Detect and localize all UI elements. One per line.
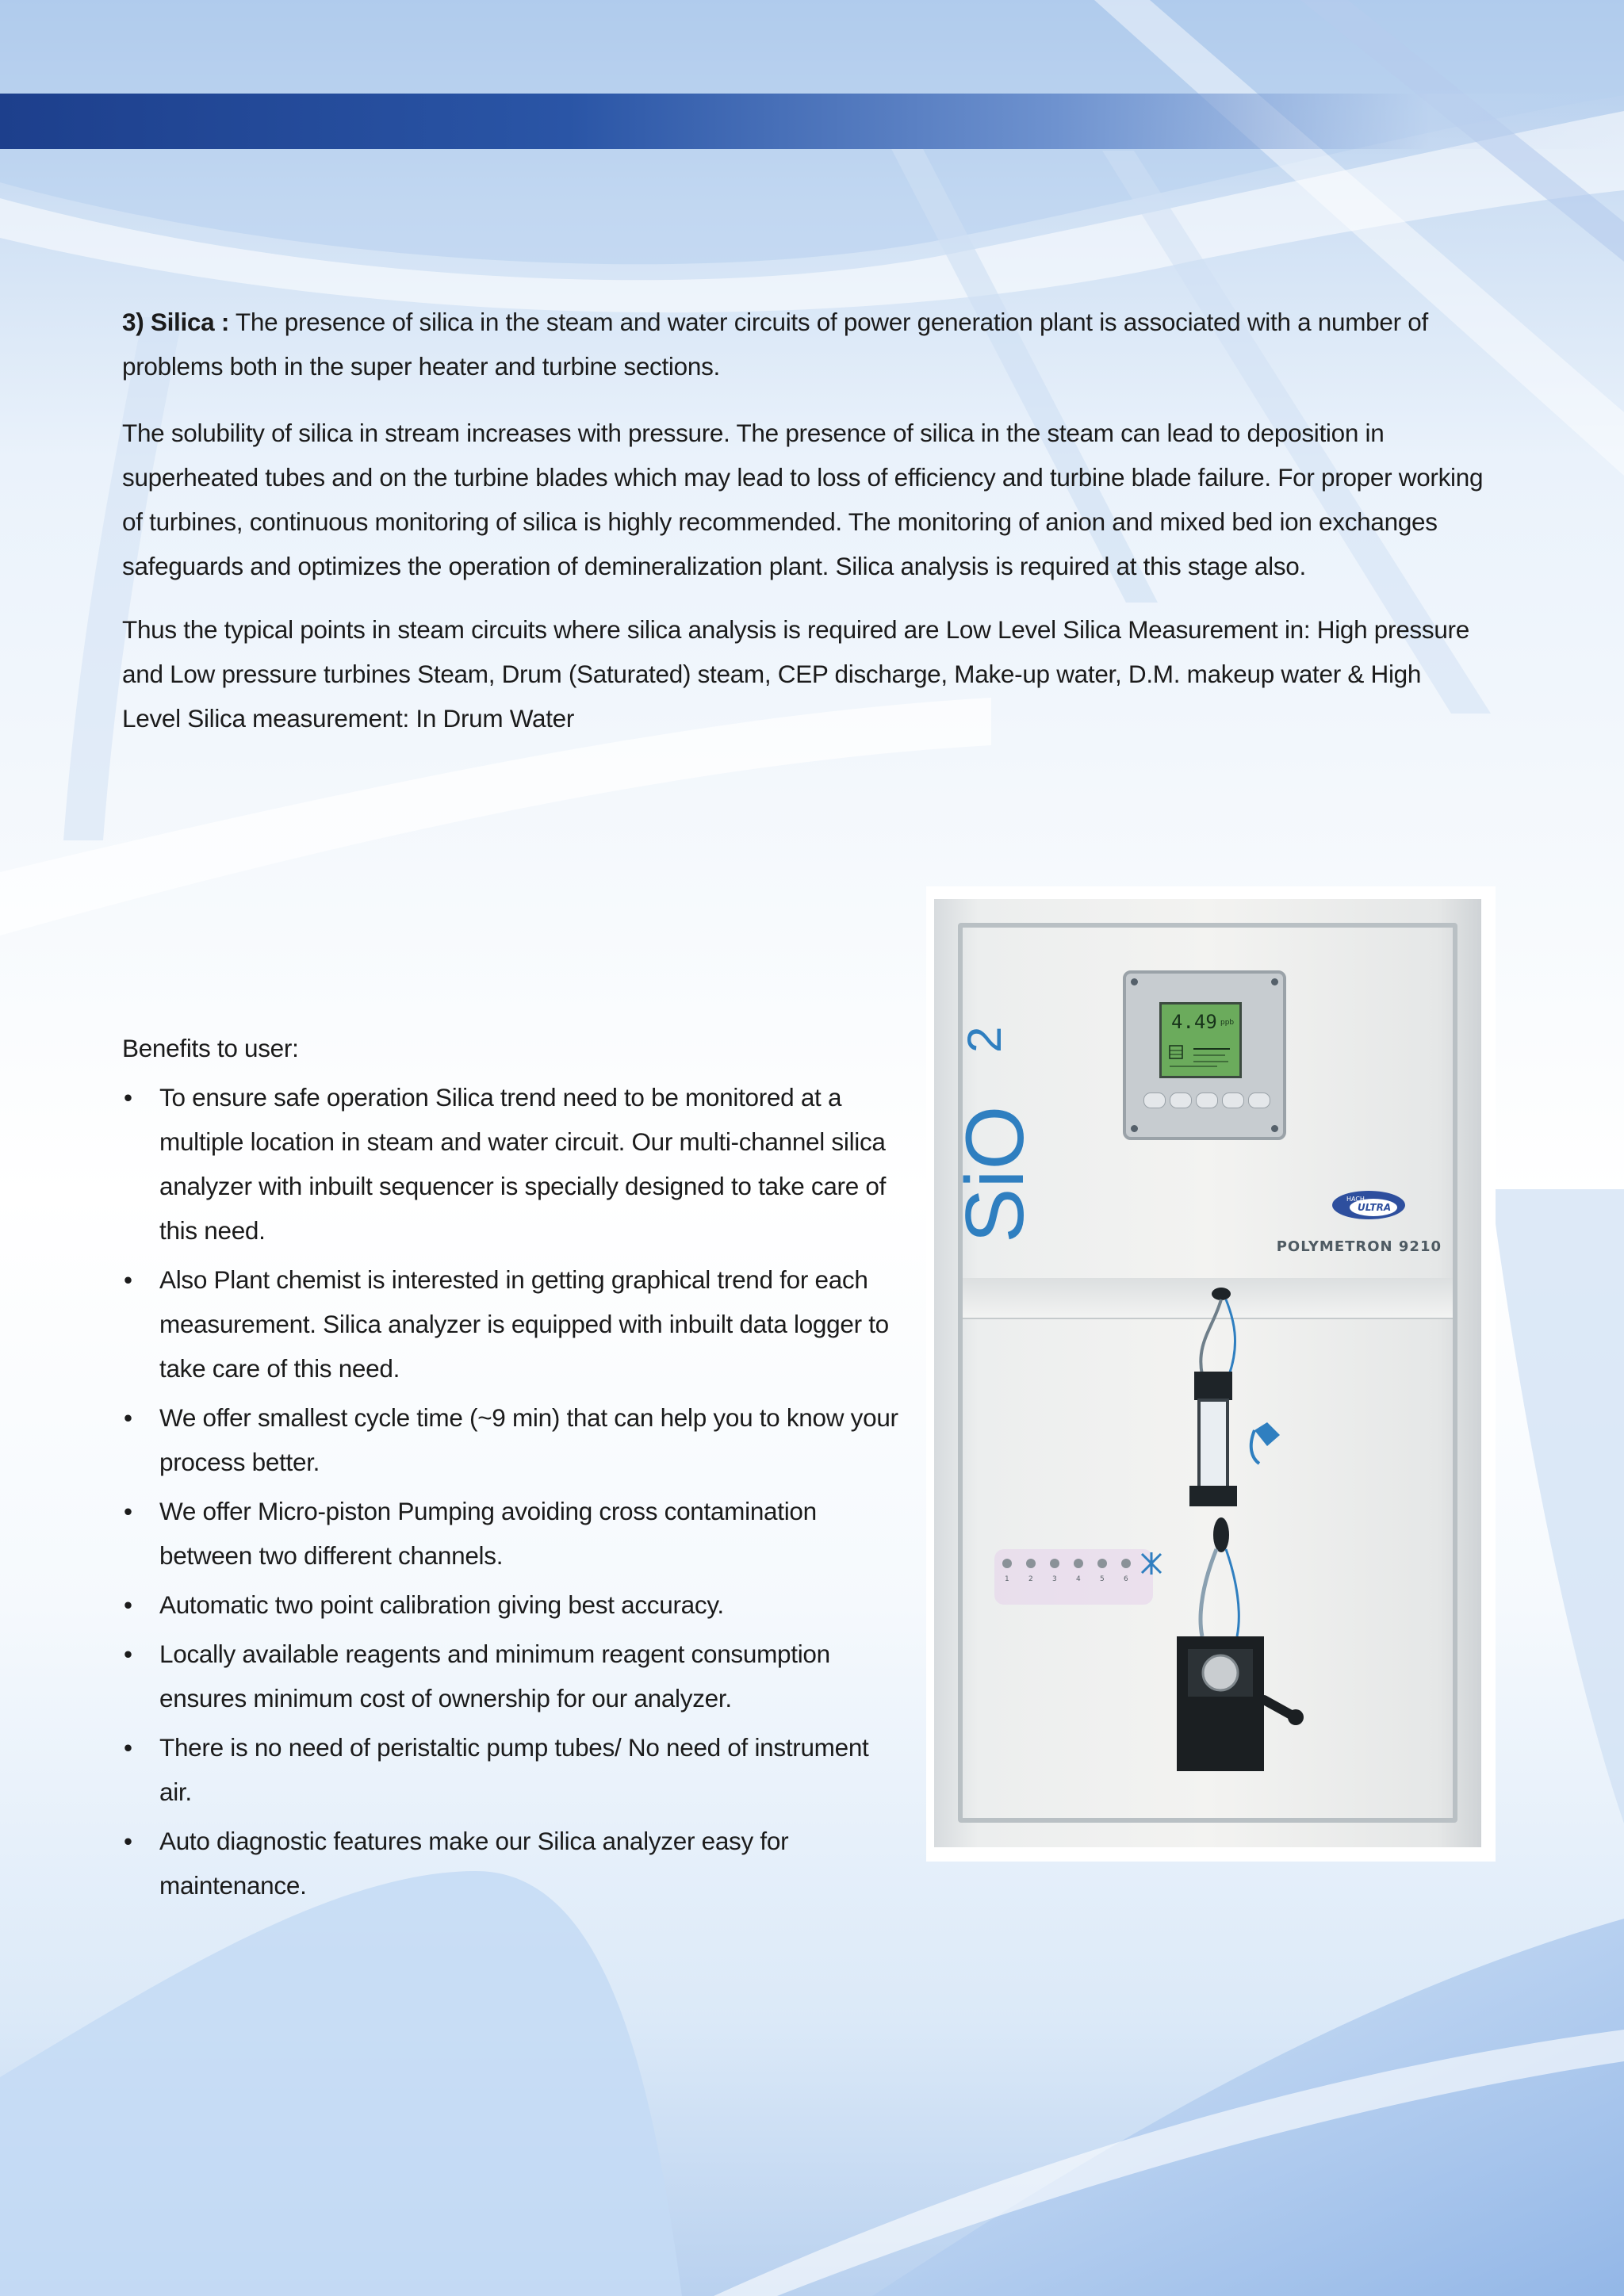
analyzer-hardware	[934, 899, 1481, 1847]
product-photo	[926, 886, 1496, 1862]
benefit-text: We offer smallest cycle time (~9 min) that can help you to know your process better.	[159, 1403, 898, 1476]
channel-number: 4	[1076, 1575, 1081, 1583]
silica-intro-text: The presence of silica in the steam and water circuits of power generation plant is associated with a number of problems both in the super heater and turbine sections.	[122, 308, 1428, 381]
channel-number: 2	[1028, 1575, 1033, 1583]
list-item	[122, 1632, 899, 1720]
list-item	[122, 1819, 899, 1908]
logo-brand-badge: ULTRA	[1358, 1202, 1392, 1213]
bullet-icon: •	[124, 1265, 132, 1294]
benefit-text: Auto diagnostic features make our Silica analyzer easy for maintenance.	[159, 1827, 789, 1900]
list-item	[122, 1075, 899, 1253]
reagent-vessel-base	[1189, 1486, 1237, 1506]
reagent-vessel-cap	[1194, 1372, 1232, 1400]
analyzer-cabinet	[934, 899, 1481, 1847]
list-item	[122, 1257, 899, 1391]
list-item	[122, 1395, 899, 1484]
bullet-icon: •	[124, 1497, 132, 1525]
channel-leds	[1002, 1552, 1161, 1583]
blue-clip	[1254, 1422, 1280, 1446]
sio2-formula: SiO	[949, 1105, 1041, 1243]
tubing	[1201, 1549, 1216, 1636]
logo-brand-small: HACH	[1346, 1196, 1365, 1203]
benefit-text: To ensure safe operation Silica trend need to be monitored at a multiple location in steam and water circuit. Our multi-channel silica analyzer with inbuilt sequencer is specially designed to take care of this need.	[159, 1083, 887, 1245]
reagent-vessel	[1199, 1400, 1228, 1487]
bullet-icon: •	[124, 1083, 132, 1112]
silica-intro-paragraph	[122, 300, 1486, 388]
blue-clip-line	[1251, 1430, 1259, 1464]
pump-piston-icon	[1203, 1655, 1238, 1690]
benefit-text: We offer Micro-piston Pumping avoiding cross contamination between two different channels.	[159, 1497, 817, 1570]
solubility-paragraph: The solubility of silica in stream increases with pressure. The presence of silica in the steam can lead to deposition in superheated tubes and on the turbine blades which may lead to loss of efficiency and turbine blade failure. For proper working of turbines, continuous monitoring of silica is highly recommended. The monitoring of anion and mixed bed ion exchanges safeguards and optimizes the operation of demineralization plant. Silica analysis is required at this stage also.	[122, 419, 1484, 580]
channel-number: 1	[1005, 1575, 1009, 1583]
benefit-text: There is no need of peristaltic pump tubes/ No need of instrument air.	[159, 1733, 869, 1806]
tube-fitting	[1212, 1288, 1231, 1300]
display-reading: 4.49	[1171, 1011, 1217, 1033]
tube-fitting	[1213, 1517, 1229, 1552]
bullet-icon: •	[124, 1640, 132, 1668]
list-item	[122, 1725, 899, 1814]
tubing	[1226, 1299, 1235, 1375]
list-item	[122, 1582, 899, 1627]
tubing	[1201, 1299, 1221, 1375]
benefits-heading: Benefits to user:	[122, 1034, 299, 1062]
bullet-icon: •	[124, 1590, 132, 1619]
tubing	[1226, 1549, 1239, 1636]
pump-lever-knob	[1288, 1709, 1304, 1725]
model-label: POLYMETRON 9210	[1276, 1238, 1442, 1255]
sio2-subscript: 2	[958, 1026, 1011, 1053]
benefit-text: Also Plant chemist is interested in getting graphical trend for each measurement. Silica analyzer is equipped with inbuilt data logger to take care of this need.	[159, 1265, 889, 1383]
channel-number: 5	[1100, 1575, 1105, 1583]
channel-number: 6	[1124, 1575, 1128, 1583]
list-item	[122, 1489, 899, 1578]
silica-heading: 3) Silica :	[122, 308, 230, 336]
benefit-text: Locally available reagents and minimum reagent consumption ensures minimum cost of ownership for our analyzer.	[159, 1640, 830, 1712]
benefits-list	[122, 1075, 899, 1912]
bullet-icon: •	[124, 1403, 132, 1432]
bullet-icon: •	[124, 1827, 132, 1855]
benefit-text: Automatic two point calibration giving best accuracy.	[159, 1590, 724, 1619]
display-unit-label: ppb	[1220, 1019, 1235, 1027]
bullet-icon: •	[124, 1733, 132, 1762]
measurement-points-paragraph: Thus the typical points in steam circuits where silica analysis is required are Low Level Silica Measurement in: High pressure and Low pressure turbines Steam, Drum (Saturated) steam, CEP discharge, Make-up water, D.M. makeup water & High Level Silica measurement: In Drum Water	[122, 615, 1469, 733]
pump-lever	[1264, 1700, 1293, 1716]
channel-number: 3	[1052, 1575, 1057, 1583]
